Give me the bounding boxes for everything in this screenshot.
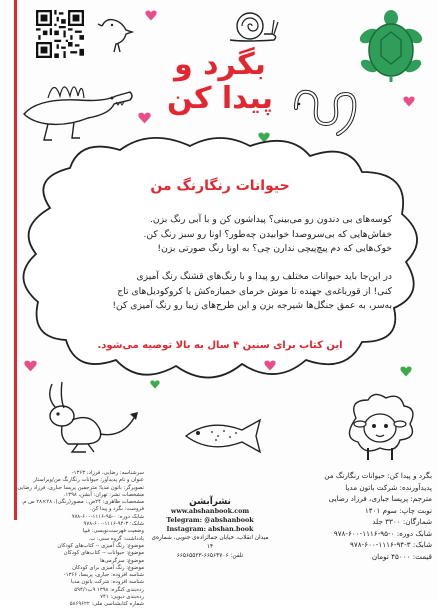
catalog-line: موضوع: رنگ آمیزی برای کودکان xyxy=(72,564,144,571)
heart-icon xyxy=(264,360,276,371)
catalog-line: شماره کتابشناسی ملی: ۵۸۶۹۶۲۲ xyxy=(69,601,144,608)
book-info xyxy=(277,470,432,562)
catalog-line: رده‌بندی کنگره: ۱۳۹۸ ۹ب۵۹۴/۱ xyxy=(74,586,144,593)
fish-illustration xyxy=(180,412,270,460)
qr-code-icon xyxy=(36,10,84,58)
intro-paragraph xyxy=(52,213,392,257)
catalog-line: شناسه افزوده: شرکت باتون مدیا xyxy=(70,579,144,586)
title-line-1: بگرد و xyxy=(174,47,266,82)
catalog-line: سرشناسه: رضایی، فرزاد، ۱۳۶۳- xyxy=(71,470,144,476)
info-line: شابک: ۳-۹۴-۱۱۱۶-۶۰۰-۹۷۸ xyxy=(350,540,432,549)
age-recommendation: این کتاب برای سنین ۴ سال به بالا توصیه می‌شود. xyxy=(97,340,343,351)
catalog-line: رده‌بندی دیویی: ۷۴۱ xyxy=(100,594,144,601)
info-line: قیمت: ۴۵۰۰۰ تومان xyxy=(371,551,432,561)
jerboa-illustration xyxy=(22,378,142,458)
title-line-2: پیدا کن xyxy=(166,81,273,116)
publisher-logo: نشرآبشن xyxy=(189,497,231,507)
publisher-website: www.abshanbook.com xyxy=(170,507,250,515)
description-line: در این‌جا باید حیوانات مختلف رو پیدا و با رنگ‌های قشنگ رنگ آمیزی xyxy=(136,271,392,282)
catalog-record xyxy=(17,470,144,609)
catalog-line: مشخصات ظاهری: ۲۴ص.: مصور(رنگی)، ۲۸×۲۸ س م. xyxy=(21,499,144,506)
catalog-line: شناسه افزوده: جباری، پریسا، ۱۳۶۶- xyxy=(63,572,144,579)
catalog-line: عنوان و نام پدیدآور: حیوانات رنگارنگ من/ویراستار xyxy=(33,477,144,484)
catalog-line: وضعیت فهرست‌نویسی: فیپا xyxy=(82,528,144,535)
description-paragraph xyxy=(52,270,392,314)
catalog-line: موضوع: رنگ آمیزی -- کتاب‌های کودکان xyxy=(57,542,144,549)
lamb-illustration xyxy=(338,390,424,464)
publisher-instagram: Instagram: abshan.book xyxy=(166,525,254,533)
cloud-bubble xyxy=(10,128,430,398)
snail-illustration xyxy=(224,6,280,46)
catalog-line: فروست: بگرد و پیدا کن. xyxy=(90,506,144,513)
catalog-line: تصویرگر: باتون مدیا؛ مترجمین پریسا جباری، فرزاد رضایی xyxy=(17,484,144,491)
description-line: به‌سر، به عمق جنگل‌ها شیرجه بزن و این طرح‌های زیبا رو رنگ آمیزی کن! xyxy=(112,300,392,311)
info-line: بگرد و پیدا کن: حیوانات رنگارنگ من xyxy=(324,471,432,480)
heart-icon xyxy=(150,380,160,389)
intro-line: کوسه‌های بی دندون رو می‌بینی؟ پیداشون کن و با آبی رنگ بزن. xyxy=(150,214,392,225)
heart-icon xyxy=(138,112,151,124)
catalog-line: موضوع: سرگرمی‌ها xyxy=(100,557,144,564)
description-line: کنی! از قورباغه‌ی جهنده تا موش خرمای خمیازه‌کش یا کروکودیل‌های تاج xyxy=(117,285,392,297)
intro-line: خوک‌هایی که دم پیچ‌پیچی ندارن چی؟ به اونا رنگ صورتی بزن! xyxy=(157,243,392,254)
publisher-block xyxy=(150,498,270,561)
publisher-telegram: Telegram: @abshanbook xyxy=(166,516,254,524)
catalog-line: شابک: ۳-۹۴-۱۱۱۶-۶۰۰-۹۷۸ xyxy=(83,521,144,528)
catalog-line: شابک دوره: ۰-۹۵-۱۱۱۶-۶۰۰-۹۷۸ xyxy=(71,513,144,520)
heart-icon xyxy=(145,10,157,21)
info-line: نوبت چاپ: سوم ۱۴۰۱ xyxy=(364,505,432,515)
info-line: شمارگان: ۳۳۰۰ جلد xyxy=(372,517,432,526)
cloud-heading: حیوانات رنگارنگ من xyxy=(150,178,290,194)
publisher-phone: تلفن: ۶۶۵۶۴۷۰۶-۶۶۵۶۵۵۲۳ xyxy=(176,553,244,559)
catalog-line: مشخصات نشر: تهران: آبشن، ۱۳۹۸. xyxy=(63,491,144,498)
bird-illustration xyxy=(96,12,134,56)
heart-icon xyxy=(400,366,412,377)
publisher-address: میدان انقلاب، خیابان جمالزاده‌ی جنوبی، شماره‌ی ۱۴ xyxy=(151,535,269,550)
heart-icon xyxy=(403,96,415,107)
turtle-illustration xyxy=(355,4,427,84)
info-line: شابک دوره: ۰-۹۵-۱۱۱۶-۶۰۰-۹۷۸ xyxy=(333,528,432,538)
catalog-line: یادداشت: گروه سنی: ب. xyxy=(88,535,144,542)
info-line: پدیدآورنده: شرکت باتون مدیا xyxy=(345,482,432,492)
heart-icon xyxy=(24,360,37,372)
catalog-line: موضوع: حیوانات -- کتاب‌های کودکان xyxy=(63,550,144,557)
intro-line: خفاش‌هایی که بی‌سروصدا خوابیدن چه‌طور؟ اونا رو سبز رنگ کن. xyxy=(143,228,392,240)
info-line: مترجم: پریسا جباری، فرزاد رضایی xyxy=(328,494,432,503)
